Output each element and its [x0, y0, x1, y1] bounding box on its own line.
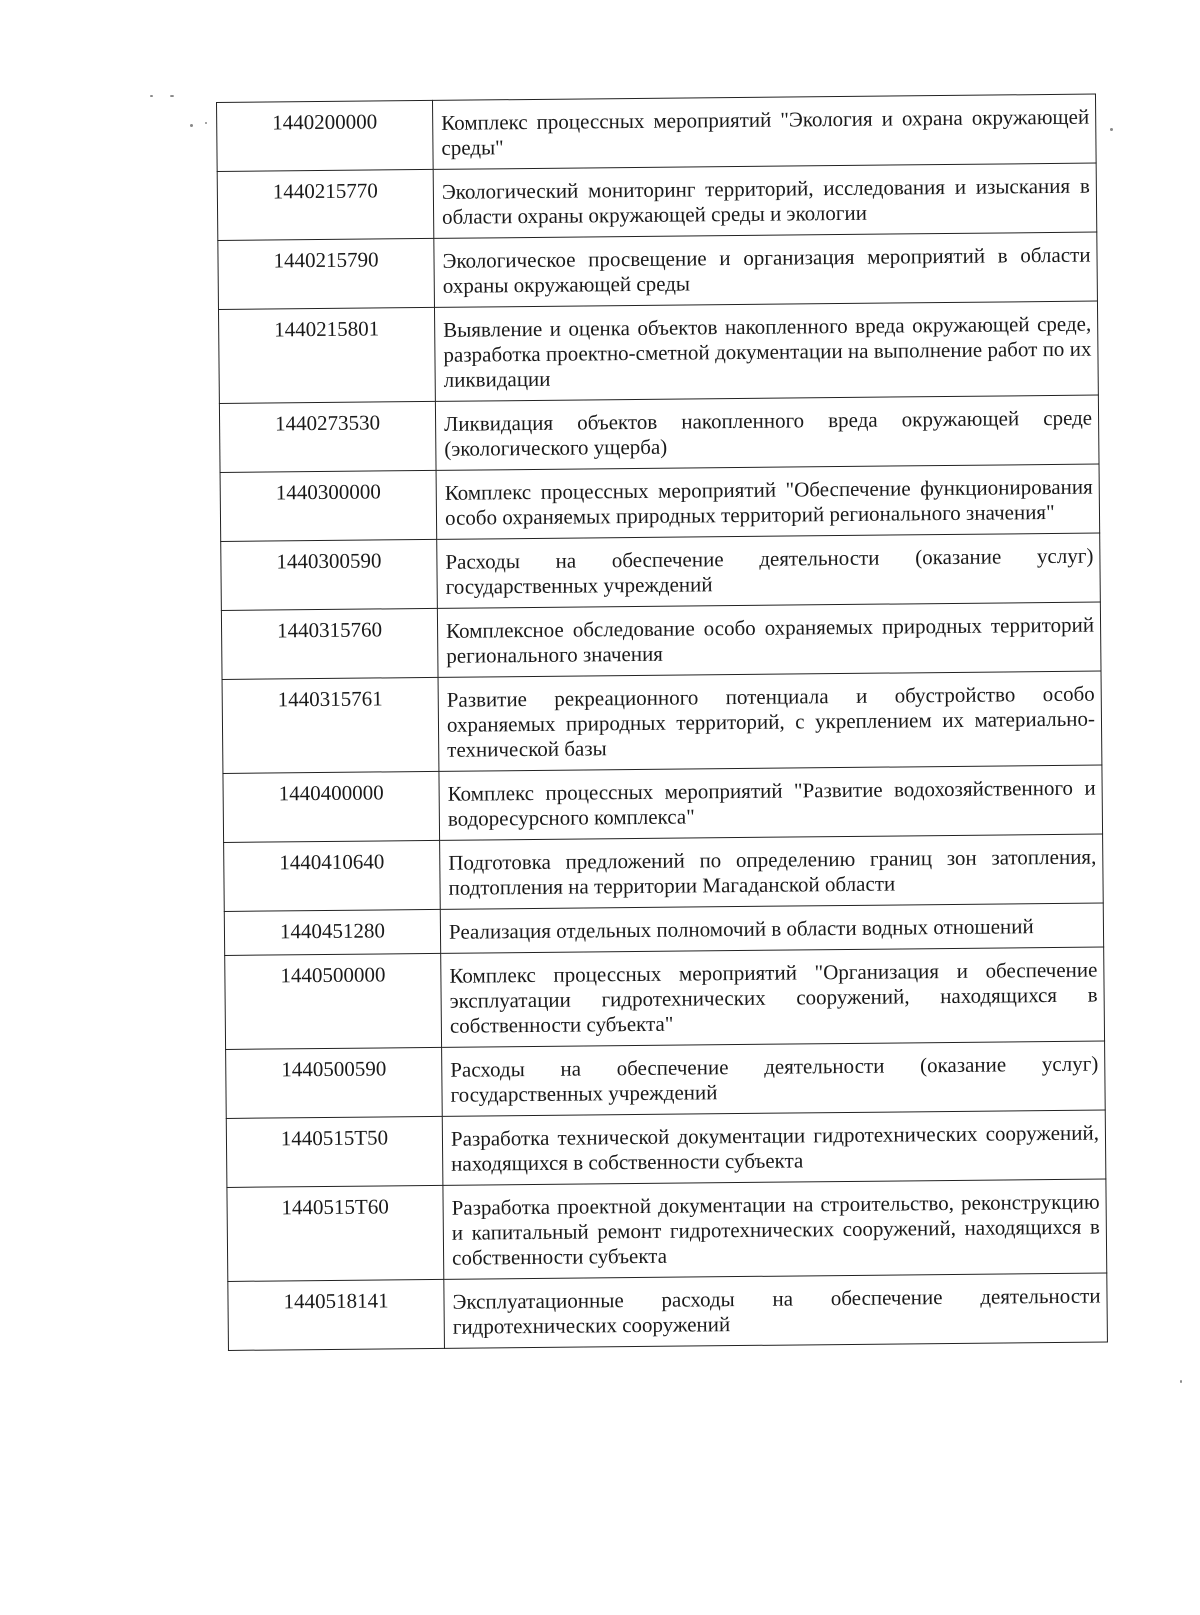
- code-cell: 1440215770: [217, 169, 434, 240]
- code-cell: 1440515T50: [226, 1116, 443, 1187]
- table-row: [221, 533, 1101, 610]
- code-cell: 1440300000: [220, 470, 437, 541]
- code-cell: 1440215801: [218, 307, 435, 403]
- description-cell: Экологическое просвещение и организация мероприятий в области охраны окружающей среды: [434, 232, 1098, 307]
- table-row: [228, 1273, 1108, 1350]
- description-cell: Комплекс процессных мероприятий "Организация и обеспечение эксплуатации гидротехнических сооружений, находящихся в собственности субъекта": [441, 947, 1105, 1047]
- table-row: [227, 1179, 1107, 1281]
- table-row: [224, 834, 1104, 911]
- code-cell: 1440515T60: [227, 1185, 444, 1281]
- scan-speck: [205, 122, 207, 124]
- code-cell: 1440410640: [224, 840, 441, 911]
- description-cell: Комплекс процессных мероприятий "Обеспечение функционирования особо охраняемых природных территорий регионального значения": [436, 464, 1100, 539]
- scan-speck: [1110, 128, 1113, 131]
- description-cell: Разработка проектной документации на строительство, реконструкцию и капитальный ремонт гидротехнических сооружений, находящихся в собственности субъекта: [443, 1179, 1107, 1279]
- code-cell: 1440215790: [218, 238, 435, 309]
- table-row: [223, 765, 1103, 842]
- scan-speck: [150, 95, 153, 97]
- description-cell: Расходы на обеспечение деятельности (оказание услуг) государственных учреждений: [437, 533, 1101, 608]
- description-cell: Развитие рекреационного потенциала и обустройство особо охраняемых природных территорий, с укреплением их материально-технической базы: [438, 671, 1102, 771]
- description-cell: Экологический мониторинг территорий, исследования и изыскания в области охраны окружающей среды и экологии: [433, 163, 1097, 238]
- description-cell: Расходы на обеспечение деятельности (оказание услуг) государственных учреждений: [442, 1041, 1106, 1116]
- code-cell: 1440500590: [226, 1047, 443, 1118]
- scan-speck: [170, 95, 174, 97]
- table-row: [218, 232, 1098, 309]
- description-cell: Эксплуатационные расходы на обеспечение деятельности гидротехнических сооружений: [444, 1273, 1108, 1348]
- code-cell: 1440273530: [219, 401, 436, 472]
- table-body: [217, 94, 1108, 1350]
- table-row: [222, 671, 1102, 773]
- code-cell: 1440451280: [224, 909, 440, 955]
- code-cell: 1440315761: [222, 677, 439, 773]
- table-row: [225, 947, 1105, 1049]
- table-row: [219, 395, 1099, 472]
- budget-code-table: [216, 94, 1108, 1351]
- code-cell: 1440400000: [223, 771, 440, 842]
- description-cell: Комплекс процессных мероприятий "Экология и охрана окружающей среды": [432, 94, 1096, 169]
- table-row: [217, 163, 1097, 240]
- description-cell: Подготовка предложений по определению границ зон затопления, подтопления на территории Магаданской области: [440, 834, 1104, 909]
- scan-speck: [190, 124, 193, 127]
- table-row: [221, 602, 1101, 679]
- table-row: [218, 301, 1098, 403]
- table-row: [226, 1110, 1106, 1187]
- code-cell: 1440200000: [217, 100, 434, 171]
- description-cell: Разработка технической документации гидротехнических сооружений, находящихся в собственности субъекта: [442, 1110, 1106, 1185]
- code-cell: 1440500000: [225, 953, 442, 1049]
- description-cell: Реализация отдельных полномочий в области водных отношений: [440, 903, 1103, 953]
- code-cell: 1440315760: [221, 608, 438, 679]
- table-row: [220, 464, 1100, 541]
- table-row: [226, 1041, 1106, 1118]
- description-cell: Ликвидация объектов накопленного вреда окружающей среде (экологического ущерба): [435, 395, 1099, 470]
- description-cell: Комплексное обследование особо охраняемых природных территорий регионального значения: [437, 602, 1101, 677]
- code-cell: 1440518141: [228, 1279, 445, 1350]
- code-cell: 1440300590: [221, 539, 438, 610]
- description-cell: Выявление и оценка объектов накопленного вреда окружающей среде, разработка проектно-сметной документации на выполнение работ по их ликвидации: [434, 301, 1098, 401]
- scan-speck: [1180, 1380, 1182, 1383]
- description-cell: Комплекс процессных мероприятий "Развитие водохозяйственного и водоресурсного комплекса": [439, 765, 1103, 840]
- table-row: [217, 94, 1097, 171]
